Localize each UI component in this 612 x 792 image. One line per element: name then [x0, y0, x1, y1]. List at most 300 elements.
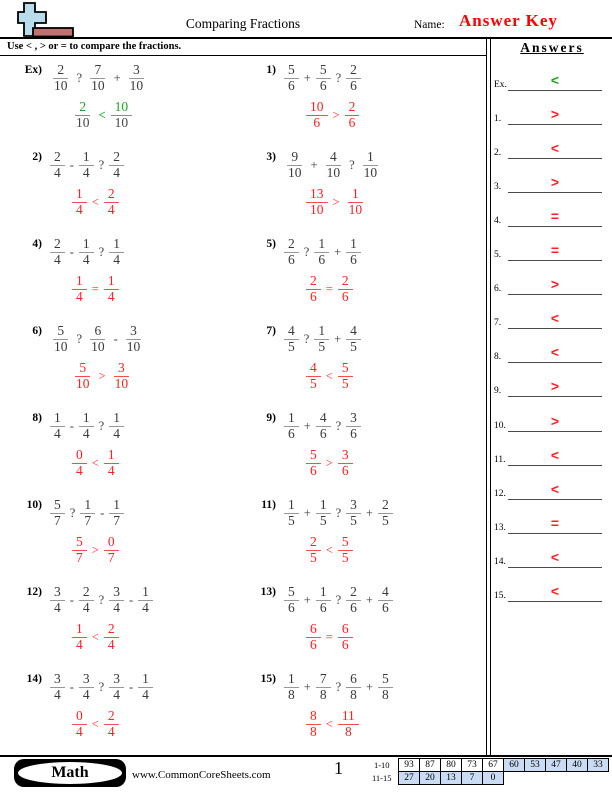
grade-score-cell: 73 [462, 759, 483, 772]
problem-answer [71, 622, 154, 652]
footer [0, 756, 612, 792]
fraction: $\frac{5}{7}$ [72, 535, 87, 565]
fraction: $\frac{10}{6}$ [306, 100, 328, 130]
operator: = [325, 629, 333, 644]
answer-number-label: 4. [494, 216, 502, 227]
operator: ? [76, 70, 83, 85]
operator: ? [335, 679, 342, 694]
fraction: $\frac{5}{10}$ [54, 323, 68, 354]
problem-body [283, 585, 394, 652]
fraction: $\frac{2}{6}$ [346, 63, 361, 93]
problem-body [49, 585, 154, 652]
answer-row [492, 165, 612, 193]
answers-title: Answers [520, 40, 584, 55]
grade-score-cell: 87 [420, 759, 441, 772]
operator: ? [303, 331, 310, 346]
answer-number-label: 9. [494, 386, 502, 397]
answer-blank-line [508, 106, 602, 125]
operator: + [365, 505, 373, 520]
fraction: $\frac{6}{10}$ [91, 323, 105, 354]
fraction: $\frac{4}{5}$ [306, 361, 321, 391]
problem-expression [283, 585, 394, 615]
comparison-symbol: = [550, 208, 560, 225]
answer-row [492, 97, 612, 125]
problem-number: 11) [261, 499, 276, 511]
fraction: $\frac{3}{4}$ [109, 585, 124, 615]
answer-blank-line [508, 378, 602, 397]
operator: > [332, 194, 340, 209]
operator: - [69, 592, 74, 607]
problem-answer [71, 100, 148, 130]
answer-number-label: 2. [494, 148, 502, 159]
answer-number-label: 1. [494, 114, 502, 125]
comparison-symbol: < [550, 480, 560, 497]
operator: + [303, 418, 311, 433]
answer-blank-line [508, 174, 602, 193]
fraction: $\frac{1}{5}$ [284, 498, 299, 528]
problem-number: 8) [32, 412, 42, 424]
fraction: $\frac{5}{6}$ [284, 63, 299, 93]
problem-expression [49, 672, 154, 702]
fraction: $\frac{9}{10}$ [288, 149, 302, 180]
fraction: $\frac{1}{10}$ [348, 186, 363, 217]
problem-number: 5) [266, 238, 276, 250]
operator: ? [349, 157, 355, 172]
problem-number: 10) [26, 499, 42, 511]
fraction: $\frac{4}{5}$ [284, 324, 299, 354]
name-label: Name: [414, 19, 445, 31]
problem [246, 666, 486, 753]
answer-row [492, 404, 612, 432]
fraction: $\frac{7}{8}$ [316, 672, 331, 702]
problem-expression [283, 150, 382, 180]
website-link: www.CommonCoreSheets.com [132, 769, 271, 781]
fraction: $\frac{1}{6}$ [346, 237, 361, 267]
comparison-symbol: < [550, 548, 560, 565]
answer-row [492, 438, 612, 466]
comparison-symbol: > [550, 106, 560, 123]
problem-expression [283, 324, 362, 354]
comparison-symbol: > [550, 174, 560, 191]
fraction: $\frac{1}{4}$ [138, 585, 153, 615]
fraction: $\frac{2}{5}$ [306, 535, 321, 565]
operator: - [113, 331, 118, 346]
grade-score-cell: 0 [483, 772, 504, 785]
operator: - [69, 679, 74, 694]
problem-body [283, 150, 382, 217]
problem-body [49, 324, 145, 391]
problem [246, 231, 486, 318]
problem-answer [305, 709, 394, 739]
fraction: $\frac{2}{6}$ [306, 274, 321, 304]
problem-answer [71, 448, 125, 478]
fraction: $\frac{3}{4}$ [50, 672, 65, 702]
answer-row [492, 506, 612, 534]
operator: ? [98, 418, 105, 433]
fraction: $\frac{2}{4}$ [50, 237, 65, 267]
operator: ? [335, 592, 342, 607]
problem-expression [283, 672, 394, 702]
operator: ? [335, 418, 342, 433]
math-badge-label: Math [18, 762, 122, 784]
answer-row [492, 335, 612, 363]
fraction: $\frac{5}{6}$ [306, 448, 321, 478]
answers-panel [492, 37, 612, 756]
operator: < [91, 194, 99, 209]
fraction: $\frac{2}{5}$ [378, 498, 393, 528]
operator: + [334, 331, 342, 346]
fraction: $\frac{8}{8}$ [306, 709, 321, 739]
grade-score-cell: 20 [420, 772, 441, 785]
fraction: $\frac{6}{8}$ [346, 672, 361, 702]
grade-range-label: 11-15 [371, 773, 392, 783]
problem-answer [305, 448, 362, 478]
fraction: $\frac{4}{5}$ [346, 324, 361, 354]
problem-number: 2) [32, 151, 42, 163]
answer-blank-line [508, 72, 602, 91]
fraction: $\frac{4}{6}$ [316, 411, 331, 441]
answer-blank-line [508, 208, 602, 227]
instruction-text: Use < , > or = to compare the fractions. [7, 41, 182, 52]
problem [0, 666, 246, 753]
fraction: $\frac{2}{6}$ [284, 237, 299, 267]
grade-score-cell: 93 [399, 759, 420, 772]
math-subject-badge [14, 759, 126, 787]
problem-number: Ex) [24, 64, 42, 76]
problem [246, 579, 486, 666]
answer-blank-line [508, 242, 602, 261]
fraction: $\frac{3}{10}$ [126, 323, 141, 354]
fraction: $\frac{1}{8}$ [284, 672, 299, 702]
operator: ? [98, 244, 105, 259]
operator: + [303, 679, 311, 694]
fraction: $\frac{1}{4}$ [72, 622, 87, 652]
fraction: $\frac{5}{6}$ [316, 63, 331, 93]
fraction: $\frac{2}{6}$ [346, 585, 361, 615]
answer-row [492, 63, 612, 91]
operator: = [91, 281, 99, 296]
fraction: $\frac{1}{4}$ [72, 187, 87, 217]
operator: < [91, 455, 99, 470]
fraction: $\frac{1}{5}$ [316, 498, 331, 528]
operator: + [334, 244, 342, 259]
operator: < [98, 107, 106, 122]
problem-answer [305, 622, 394, 652]
operator: + [303, 592, 311, 607]
problem [0, 231, 246, 318]
comparison-symbol: < [550, 582, 560, 599]
problem [0, 57, 246, 144]
grade-score-cell: 80 [441, 759, 462, 772]
grade-range-label: 1-10 [373, 760, 390, 770]
problem-number: 15) [260, 673, 276, 685]
grade-table-row [369, 759, 609, 772]
operator: < [91, 716, 99, 731]
fraction: $\frac{2}{6}$ [338, 274, 353, 304]
problem-expression [49, 411, 125, 441]
answer-number-label: 11. [494, 454, 506, 465]
problem [246, 492, 486, 579]
grade-score-cell: 60 [504, 759, 525, 772]
answer-row [492, 199, 612, 227]
fraction: $\frac{1}{4}$ [79, 150, 94, 180]
answer-number-label: 6. [494, 284, 502, 295]
problem-answer [71, 709, 154, 739]
fraction: $\frac{5}{10}$ [76, 360, 90, 391]
answer-row [492, 131, 612, 159]
problem [246, 57, 486, 144]
operator: - [128, 679, 134, 694]
fraction: $\frac{2}{6}$ [345, 100, 360, 130]
fraction: $\frac{1}{6}$ [314, 237, 329, 267]
fraction: $\frac{2}{10}$ [76, 99, 90, 130]
answer-row [492, 574, 612, 602]
answer-number-label: 8. [494, 352, 502, 363]
math-plus-icon [16, 2, 78, 38]
fraction: $\frac{1}{4}$ [79, 411, 94, 441]
fraction: $\frac{2}{4}$ [104, 187, 119, 217]
page-number: 1 [334, 758, 343, 778]
problem [0, 318, 246, 405]
fraction: $\frac{3}{10}$ [114, 360, 129, 391]
answer-number-label: 12. [494, 488, 506, 499]
fraction: $\frac{1}{5}$ [314, 324, 329, 354]
answer-blank-line [508, 413, 602, 432]
answer-number-label: Ex. [494, 80, 507, 90]
operator: + [365, 592, 373, 607]
problem [0, 405, 246, 492]
comparison-symbol: < [550, 344, 560, 361]
answer-row [492, 369, 612, 397]
operator: > [325, 455, 333, 470]
fraction: $\frac{11}{8}$ [338, 709, 359, 739]
problem-body [283, 63, 362, 130]
fraction: $\frac{1}{7}$ [80, 498, 95, 528]
operator: - [128, 592, 134, 607]
fraction: $\frac{1}{4}$ [109, 411, 124, 441]
fraction: $\frac{1}{6}$ [284, 411, 299, 441]
problem-answer [305, 274, 362, 304]
answer-number-label: 14. [494, 556, 506, 567]
fraction: $\frac{1}{4}$ [79, 237, 94, 267]
fraction: $\frac{2}{4}$ [104, 622, 119, 652]
problem-body [283, 324, 362, 391]
fraction: $\frac{1}{6}$ [316, 585, 331, 615]
comparison-symbol: < [550, 72, 560, 88]
operator: = [325, 281, 333, 296]
comparison-symbol: > [550, 276, 560, 293]
fraction: $\frac{2}{4}$ [79, 585, 94, 615]
problem-body [283, 237, 362, 304]
fraction: $\frac{0}{4}$ [72, 709, 87, 739]
problem-expression [49, 63, 148, 93]
fraction: $\frac{3}{4}$ [79, 672, 94, 702]
answer-number-label: 15. [494, 590, 506, 601]
answer-row [492, 233, 612, 261]
fraction: $\frac{6}{6}$ [338, 622, 353, 652]
problem-answer [71, 361, 145, 391]
operator: - [100, 505, 105, 520]
operator: ? [303, 244, 310, 259]
problem-number: 6) [32, 325, 42, 337]
answer-key-label: Answer Key [459, 11, 558, 30]
operator: - [69, 418, 74, 433]
answer-blank-line [508, 447, 602, 466]
problem-answer [305, 187, 382, 217]
grade-score-cell: 53 [525, 759, 546, 772]
problem-expression [283, 63, 362, 93]
comparison-symbol: < [550, 446, 560, 463]
fraction: $\frac{5}{8}$ [378, 672, 393, 702]
operator: < [325, 542, 333, 557]
fraction: $\frac{5}{7}$ [50, 498, 65, 528]
operator: ? [98, 592, 105, 607]
instruction-divider [0, 55, 486, 56]
operator: + [310, 157, 318, 172]
problem-answer [71, 274, 125, 304]
operator: ? [335, 70, 342, 85]
answer-blank-line [508, 583, 602, 602]
operator: > [332, 107, 340, 122]
problem-number: 9) [266, 412, 276, 424]
comparison-symbol: < [550, 310, 560, 327]
problem-expression [283, 411, 362, 441]
problem-answer [71, 187, 125, 217]
operator: ? [98, 679, 105, 694]
problem-body [283, 672, 394, 739]
answer-number-label: 3. [494, 182, 502, 193]
comparison-symbol: > [550, 378, 560, 395]
problem [246, 318, 486, 405]
problem-number: 4) [32, 238, 42, 250]
comparison-symbol: > [550, 412, 560, 429]
grade-table [369, 758, 610, 785]
problem-answer [305, 535, 394, 565]
problem-expression [283, 498, 394, 528]
problem-number: 14) [26, 673, 42, 685]
fraction: $\frac{1}{7}$ [109, 498, 124, 528]
problem-body [49, 498, 125, 565]
problem-body [283, 411, 362, 478]
problem [246, 405, 486, 492]
fraction: $\frac{2}{4}$ [104, 709, 119, 739]
answer-blank-line [508, 310, 602, 329]
operator: ? [69, 505, 76, 520]
operator: > [98, 368, 106, 383]
grade-score-cell: 67 [483, 759, 504, 772]
problem-answer [305, 100, 362, 130]
fraction: $\frac{1}{4}$ [50, 411, 65, 441]
grade-score-cell: 40 [567, 759, 588, 772]
operator: ? [76, 331, 83, 346]
problem-expression [283, 237, 362, 267]
problem-expression [49, 150, 125, 180]
comparison-symbol: = [550, 514, 560, 531]
fraction: $\frac{2}{4}$ [109, 150, 124, 180]
problem-expression [49, 498, 125, 528]
answer-blank-line [508, 276, 602, 295]
grade-score-cell: 27 [399, 772, 420, 785]
fraction: $\frac{5}{5}$ [338, 535, 353, 565]
page-title: Comparing Fractions [185, 16, 301, 31]
fraction: $\frac{1}{4}$ [72, 274, 87, 304]
answer-blank-line [508, 140, 602, 159]
fraction: $\frac{1}{4}$ [104, 448, 119, 478]
fraction: $\frac{0}{7}$ [104, 535, 119, 565]
fraction: $\frac{5}{6}$ [284, 585, 299, 615]
problem-number: 3) [266, 151, 276, 163]
problem-expression [49, 237, 125, 267]
problem-body [283, 498, 394, 565]
problem-number: 7) [266, 325, 276, 337]
operator: + [365, 679, 373, 694]
operator: - [69, 244, 74, 259]
answer-blank-line [508, 481, 602, 500]
problem-body [49, 237, 125, 304]
fraction: $\frac{1}{4}$ [109, 237, 124, 267]
answer-number-label: 5. [494, 250, 502, 261]
fraction: $\frac{3}{4}$ [109, 672, 124, 702]
fraction: $\frac{2}{4}$ [50, 150, 65, 180]
problem [0, 144, 246, 231]
grade-table-row [369, 772, 609, 785]
grade-score-cell: 47 [546, 759, 567, 772]
fraction: $\frac{0}{4}$ [72, 448, 87, 478]
fraction: $\frac{4}{10}$ [326, 149, 341, 180]
comparison-symbol: < [550, 140, 560, 157]
problem-body [49, 672, 154, 739]
operator: + [113, 70, 121, 85]
fraction: $\frac{4}{6}$ [378, 585, 393, 615]
grade-score-cell: 7 [462, 772, 483, 785]
problem-number: 12) [26, 586, 42, 598]
comparison-symbol: = [550, 242, 560, 259]
problem-body [49, 411, 125, 478]
answer-blank-line [508, 549, 602, 568]
fraction: $\frac{13}{10}$ [306, 187, 328, 217]
problem-body [49, 63, 148, 130]
problem-number: 1) [266, 64, 276, 76]
fraction: $\frac{3}{4}$ [50, 585, 65, 615]
operator: ? [335, 505, 342, 520]
problem-answer [305, 361, 362, 391]
problem [0, 492, 246, 579]
answer-blank-line [508, 515, 602, 534]
answer-number-label: 10. [494, 420, 506, 431]
fraction: $\frac{3}{6}$ [346, 411, 361, 441]
fraction: $\frac{6}{6}$ [306, 622, 321, 652]
grade-score-cell: 33 [588, 759, 609, 772]
fraction: $\frac{3}{6}$ [338, 448, 353, 478]
operator: > [91, 542, 99, 557]
problem-expression [49, 324, 145, 354]
answer-row [492, 301, 612, 329]
problem-expression [49, 585, 154, 615]
operator: - [69, 157, 74, 172]
problems-grid [0, 57, 487, 755]
problem-number: 13) [260, 586, 276, 598]
answer-blank-line [508, 344, 602, 363]
answer-row [492, 540, 612, 568]
fraction: $\frac{2}{10}$ [54, 62, 68, 93]
operator: + [303, 505, 311, 520]
problem-body [49, 150, 125, 217]
fraction: $\frac{1}{4}$ [104, 274, 119, 304]
problem-answer [71, 535, 125, 565]
operator: < [91, 629, 99, 644]
fraction: $\frac{7}{10}$ [91, 62, 105, 93]
fraction: $\frac{1}{10}$ [363, 149, 378, 180]
